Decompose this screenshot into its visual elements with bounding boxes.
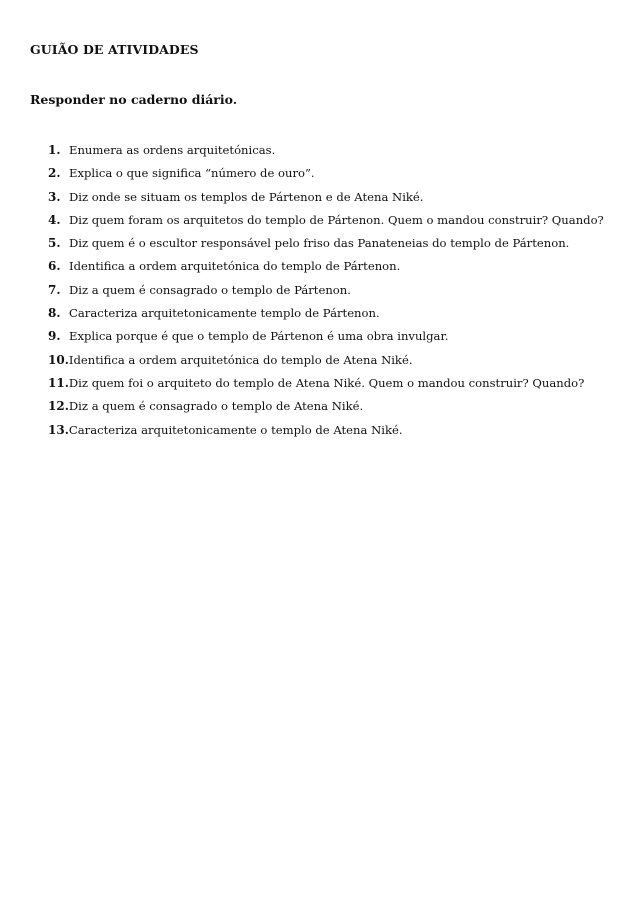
- item-text: Enumera as ordens arquitetónicas.: [69, 143, 276, 157]
- item-text: Diz quem foi o arquiteto do templo de Atena Niké. Quem o mandou construir? Quando?: [68, 375, 585, 390]
- item-text: Diz a quem é consagrado o templo de Pártenon.: [69, 282, 351, 297]
- list-item: [48, 419, 604, 442]
- list-item: [48, 139, 604, 162]
- page-title: GUIÃO DE ATIVIDADES: [30, 42, 199, 57]
- item-number: 5.: [48, 236, 61, 251]
- item-number: 3.: [48, 189, 61, 204]
- item-number: 10.: [48, 352, 69, 367]
- list-item: [48, 349, 604, 372]
- item-number: 1.: [48, 143, 61, 157]
- item-number: 8.: [48, 306, 61, 321]
- list-item: [48, 395, 604, 418]
- item-text: Caracteriza arquitetonicamente templo de Pártenon.: [69, 306, 380, 321]
- item-number: 13.: [48, 422, 69, 437]
- item-number: 7.: [48, 282, 61, 297]
- item-number: 9.: [48, 329, 61, 344]
- item-text: Explica o que significa “número de ouro”.: [69, 166, 315, 181]
- instructions-text: Responder no caderno diário.: [30, 92, 238, 107]
- item-text: Identifica a ordem arquitetónica do templo de Atena Niké.: [68, 352, 413, 367]
- item-number: 11.: [48, 375, 69, 390]
- item-text: Diz a quem é consagrado o templo de Atena Niké.: [68, 399, 364, 414]
- activity-list: [48, 139, 604, 442]
- item-text: Explica porque é que o templo de Pártenon é uma obra invulgar.: [69, 329, 449, 344]
- item-number: 2.: [48, 166, 61, 181]
- list-item: [48, 279, 604, 302]
- list-item: [48, 255, 604, 278]
- list-item: [48, 162, 604, 185]
- list-item: [48, 302, 604, 325]
- list-item: [48, 232, 604, 255]
- item-text: Diz quem é o escultor responsável pelo friso das Panateneias do templo de Pártenon.: [69, 236, 570, 251]
- list-item: [48, 372, 604, 395]
- list-item: [48, 209, 604, 232]
- item-text: Diz onde se situam os templos de Pártenon e de Atena Niké.: [69, 189, 424, 204]
- item-text: Caracteriza arquitetonicamente o templo de Atena Niké.: [68, 422, 403, 437]
- list-item: [48, 325, 604, 348]
- item-text: Identifica a ordem arquitetónica do templo de Pártenon.: [69, 259, 401, 274]
- item-number: 4.: [48, 212, 61, 227]
- item-text: Diz quem foram os arquitetos do templo de Pártenon. Quem o mandou construir? Quando?: [69, 212, 604, 227]
- item-number: 6.: [48, 259, 61, 274]
- item-number: 12.: [48, 399, 69, 414]
- list-item: [48, 186, 604, 209]
